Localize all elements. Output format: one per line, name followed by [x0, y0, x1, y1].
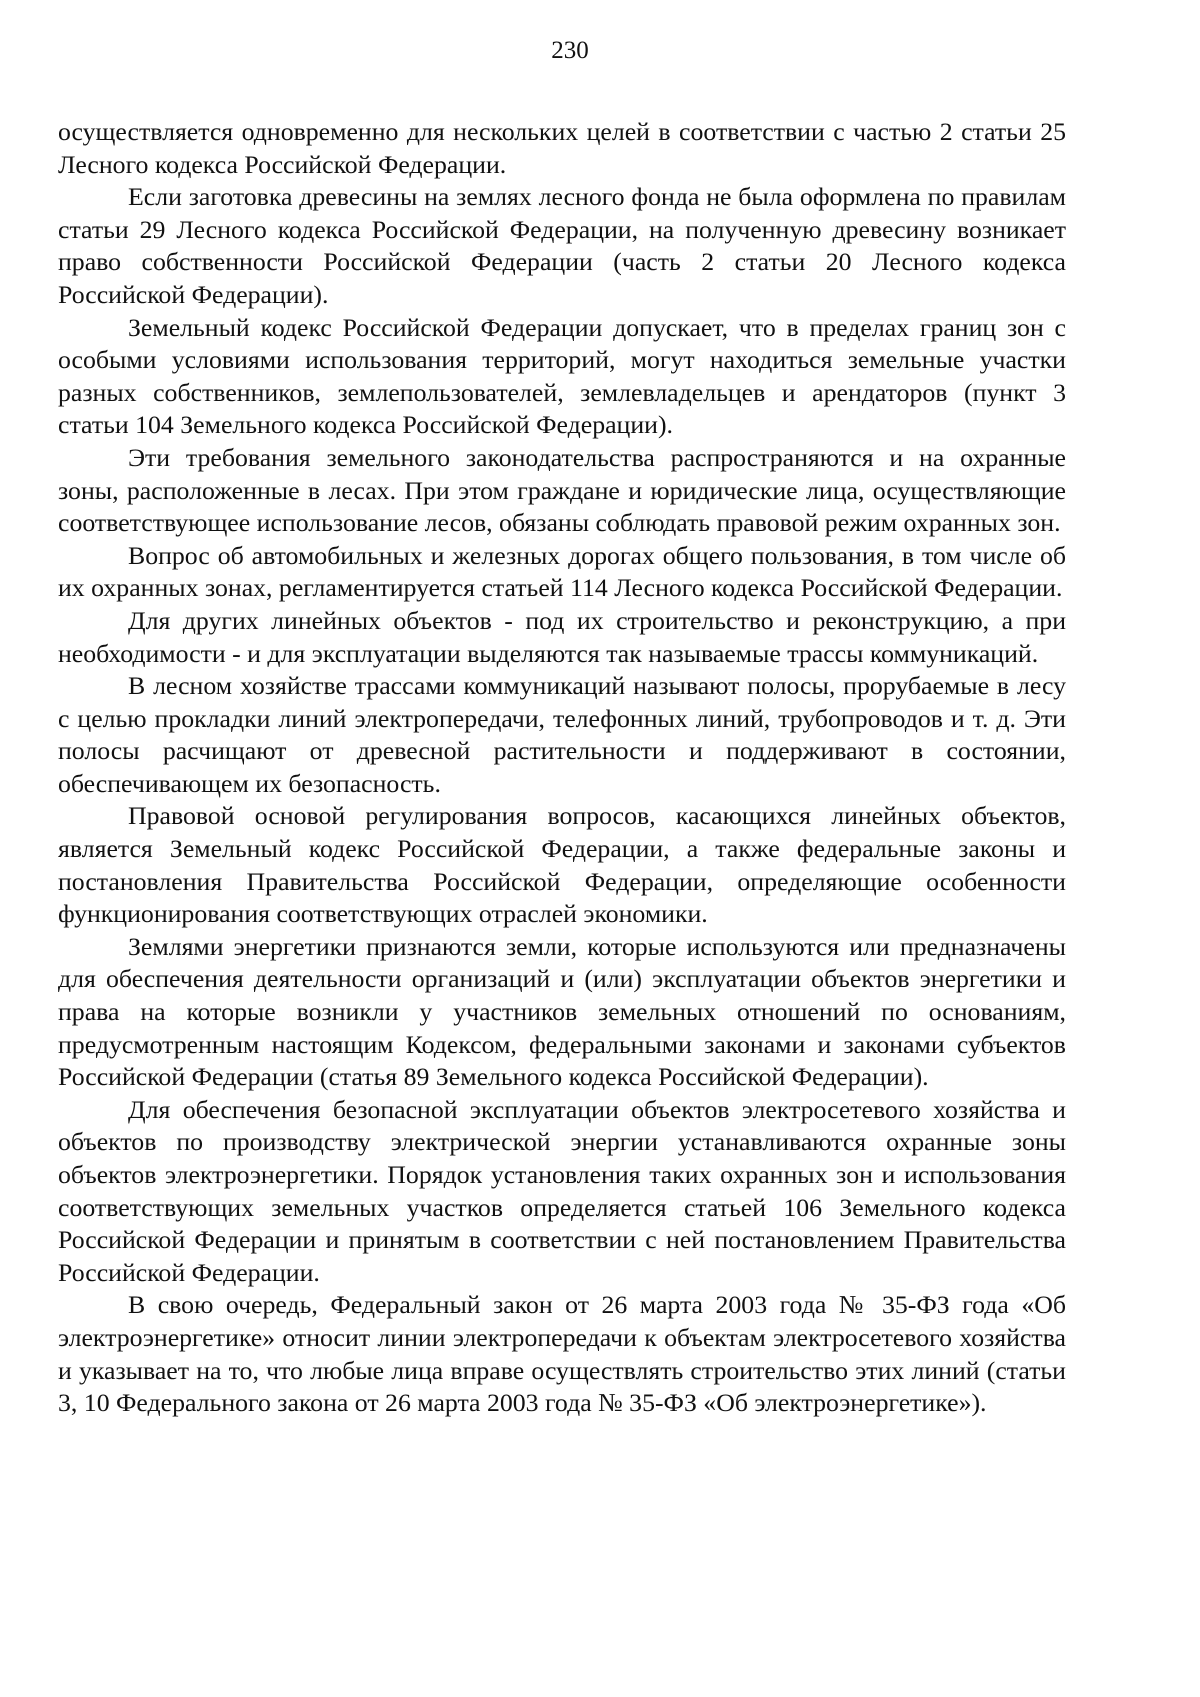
paragraph: Для обеспечения безопасной эксплуатации объектов электросетевого хозяйства и объектов по производству электрической энергии устанавливаются охранные зоны объектов электроэнергетики. Порядок установления таких охранных зон и использования соответствующих земельных участков определяется статьей 106 Земельного кодекса Российской Федерации и принятым в соответствии с ней постановлением Правительства Российской Федерации. — [58, 1094, 1066, 1287]
paragraph: В лесном хозяйстве трассами коммуникаций называют полосы, прорубаемые в лесу с целью прокладки линий электропередачи, телефонных линий, трубопроводов и т. д. Эти полосы расчищают от древесной растительности и поддерживают в состоянии, обеспечивающем их безопасность. — [58, 671, 1066, 798]
paragraph: Землями энергетики признаются земли, которые используются или предназначены для обеспечения деятельности организаций и (или) эксплуатации объектов энергетики и права на которые возникли у участников земельных отношений по основаниям, предусмотренным настоящим Кодексом, федеральными законами и законами субъектов Российской Федерации (статья 89 Земельного кодекса Российской Федерации). — [58, 931, 1066, 1092]
paragraph: Правовой основой регулирования вопросов, касающихся линейных объектов, является Земельный кодекс Российской Федерации, а также федеральные законы и постановления Правительства Российской Федерации, определяющие особенности функционирования соответствующих отраслей экономики. — [58, 801, 1066, 929]
page-number: 230 — [551, 37, 589, 64]
paragraph: Земельный кодекс Российской Федерации допускает, что в пределах границ зон с особыми условиями использования территорий, могут находиться земельные участки разных собственников, землепользователей, землевладельцев и арендаторов (пункт 3 статьи 104 Земельного кодекса Российской Федерации). — [58, 312, 1066, 440]
paragraph: Вопрос об автомобильных и железных дорогах общего пользования, в том числе об их охранных зонах, регламентируется статьей 114 Лесного кодекса Российской Федерации. — [58, 540, 1066, 603]
paragraph: Для других линейных объектов - под их строительство и реконструкцию, а при необходимости - и для эксплуатации выделяются так называемые трассы коммуникаций. — [58, 605, 1066, 668]
paragraph: Если заготовка древесины на землях лесного фонда не была оформлена по правилам статьи 29 Лесного кодекса Российской Федерации, на полученную древесину возникает право собственности Российской Федерации (часть 2 статьи 20 Лесного кодекса Российской Федерации). — [58, 182, 1066, 309]
paragraph-continuation: осуществляется одновременно для нескольких целей в соответствии с частью 2 статьи 25 Лесного кодекса Российской Федерации. — [58, 117, 1066, 179]
document-body — [58, 116, 1066, 1420]
paragraph: Эти требования земельного законодательства распространяются и на охранные зоны, расположенные в лесах. При этом граждане и юридические лица, осуществляющие соответствующее использование лесов, обязаны соблюдать правовой режим охранных зон. — [58, 442, 1066, 538]
paragraph: В свою очередь, Федеральный закон от 26 марта 2003 года № 35-ФЗ года «Об электроэнергетике» относит линии электропередачи к объектам электросетевого хозяйства и указывает на то, что любые лица вправе осуществлять строительство этих линий (статьи 3, 10 Федерального закона от 26 марта 2003 года № 35-ФЗ «Об электроэнергетике»). — [58, 1290, 1066, 1418]
